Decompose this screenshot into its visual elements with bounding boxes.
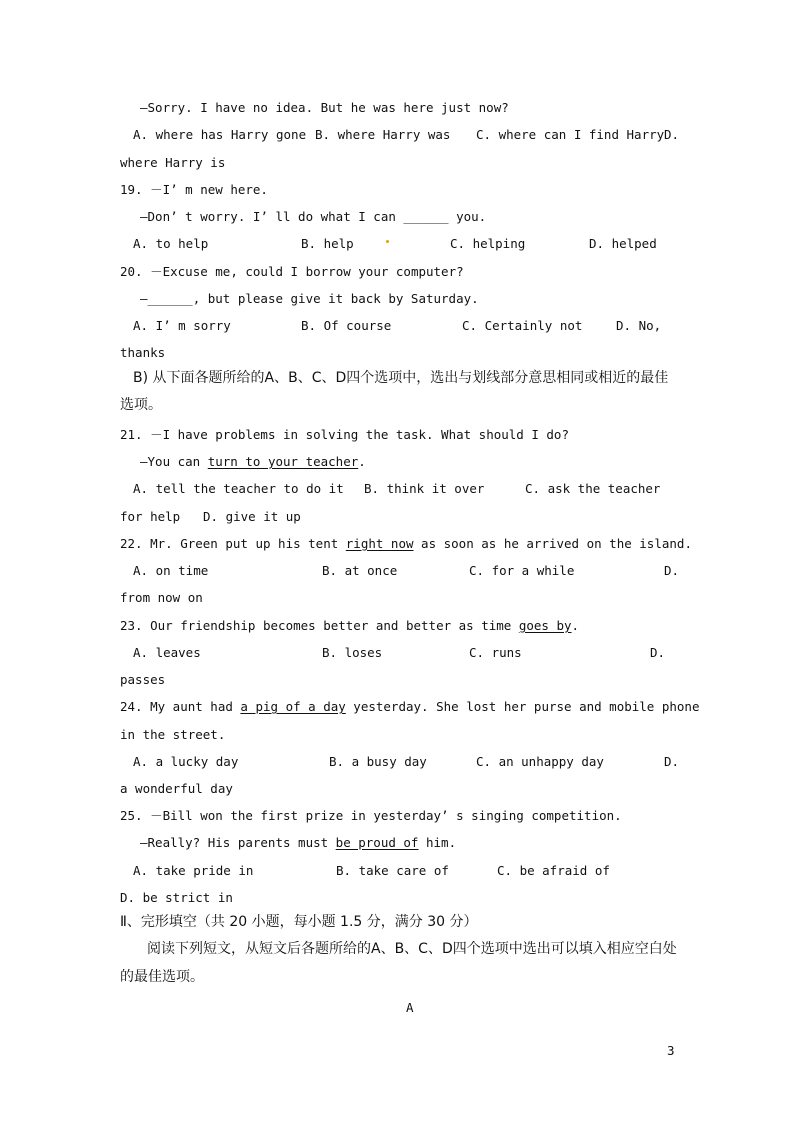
q23-stem [120,618,579,634]
q22-stem-end: as soon as he arrived on the island. [413,536,692,551]
q24-option-d: D. [664,754,680,769]
q18-option-c: C. where can I find Harry [476,127,665,142]
q24-stem-end: yesterday. She lost her purse and mobile phone [345,699,700,714]
q19-option-b: B. help [301,236,354,251]
q20-option-d: D. No, [616,318,662,333]
q25-underlined-phrase: be proud of [335,835,419,850]
q25-option-c: C. be afraid of [497,863,610,878]
q22-option-a: A. on time [133,563,209,578]
q19-option-d: D. helped [589,236,657,251]
q21-option-d: D. give it up [203,509,301,524]
q20-option-c: C. Certainly not [462,318,583,333]
q21-option-a: A. tell the teacher to do it [133,481,344,496]
q23-option-d: D. [650,645,666,660]
page-number: 3 [667,1043,675,1058]
q20-reply-end: , but please give it back by Saturday. [192,291,479,306]
q21-option-b: B. think it over [364,481,485,496]
passage-label: A [406,1000,414,1015]
q21-option-c: C. ask the teacher [525,481,661,496]
q19-option-a: A. to help [133,236,209,251]
q22-stem-start: 22. Mr. Green put up his tent [120,536,346,551]
q25-reply [140,835,456,851]
q24-option-b: B. a busy day [329,754,427,769]
q23-option-c: C. runs [469,645,522,660]
q25-option-b: B. take care of [336,863,449,878]
q19-prompt: 19. －I’ m new here. [120,182,268,197]
q25-option-d: D. be strict in [120,890,233,905]
q20-option-a: A. I’ m sorry [133,318,231,333]
q20-prompt: 20. －Excuse me, could I borrow your computer? [120,264,464,279]
q20-blank: ______ [147,291,193,306]
q24-option-d-text: a wonderful day [120,781,233,796]
q23-option-d-text: passes [120,672,166,687]
q18-reply: —Sorry. I have no idea. But he was here just now? [140,100,509,115]
q20-reply-dash: — [140,291,148,306]
q20-option-d-text: thanks [120,345,166,360]
q21-reply-end: . [358,454,366,469]
q21-option-c-text: for help [120,509,181,524]
q21-underlined-phrase: turn to your teacher [207,454,359,469]
q20-option-b: B. Of course [301,318,392,333]
q21-reply [140,454,366,470]
q25-option-a: A. take pride in [133,863,254,878]
section-ii-heading: Ⅱ、完形填空（共 20 小题，每小题 1.5 分，满分 30 分） [120,914,478,930]
q22-underlined-phrase: right now [345,536,414,551]
section-b-instruction-line2: 选项。 [120,397,162,413]
q25-reply-end: him. [418,835,457,850]
q24-stem-line2: in the street. [120,727,226,742]
q23-option-a: A. leaves [133,645,201,660]
stray-mark [386,240,389,243]
q19-option-c: C. helping [450,236,526,251]
q24-stem-start: 24. My aunt had [120,699,241,714]
q18-option-b: B. where Harry was [315,127,451,142]
q25-prompt: 25. －Bill won the first prize in yesterday’ s singing competition. [120,808,622,823]
q19-reply [140,209,486,225]
section-b-instruction-line1: B) 从下面各题所给的A、B、C、D四个选项中，选出与划线部分意思相同或相近的最佳 [133,370,669,386]
q22-option-d: D. [664,563,680,578]
q24-option-a: A. a lucky day [133,754,239,769]
q18-option-d: D. [664,127,680,142]
q23-stem-start: 23. Our friendship becomes better and better as time [120,618,519,633]
q24-underlined-phrase: a pig of a day [240,699,346,714]
q19-blank: ______ [403,209,449,224]
q21-reply-start: —You can [140,454,208,469]
q19-reply-start: —Don’ t worry. I’ ll do what I can [140,209,404,224]
q22-stem [120,536,692,552]
q21-prompt: 21. －I have problems in solving the task. What should I do? [120,427,569,442]
q23-underlined-phrase: goes by [518,618,572,633]
q23-stem-end: . [571,618,580,633]
q18-option-a: A. where has Harry gone [133,127,307,142]
q22-option-d-text: from now on [120,590,203,605]
q25-reply-start: —Really? His parents must [140,835,336,850]
q20-reply [140,291,479,307]
q22-option-c: C. for a while [469,563,575,578]
section-ii-instruction-line2: 的最佳选项。 [120,969,204,985]
q22-option-b: B. at once [322,563,398,578]
q18-option-d-text: where Harry is [120,155,226,170]
q24-option-c: C. an unhappy day [476,754,604,769]
section-ii-instruction-line1: 阅读下列短文，从短文后各题所给的A、B、C、D四个选项中选出可以填入相应空白处 [147,941,677,957]
q23-option-b: B. loses [322,645,383,660]
q19-reply-end: you. [448,209,487,224]
q24-stem [120,699,700,715]
